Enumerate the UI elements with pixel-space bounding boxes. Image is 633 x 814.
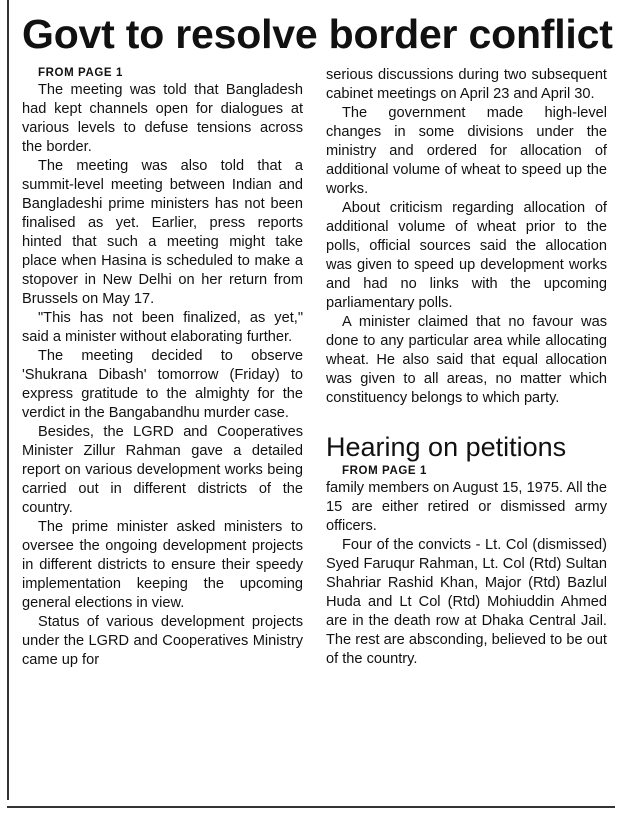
main-story-paragraph-9: About criticism regarding allocation of additional volume of wheat prior to the polls, official sources said the allocation was given to speed up development works and had no links with the upcoming parliamentary polls.: [326, 200, 607, 311]
main-story-paragraph-7: Status of various development projects under the LGRD and Cooperatives Ministry came up for: [22, 614, 303, 668]
story-separator-gap: [326, 408, 607, 430]
page-rule-bottom: [7, 806, 615, 808]
left-column: [22, 66, 303, 670]
second-story-continuation: family members on August 15, 1975. All the 15 are either retired or dismissed army officers.: [326, 480, 607, 534]
main-story-paragraph-8: The government made high-level changes in some divisions under the ministry and ordered for allocation of additional volume of wheat to speed up the works.: [326, 105, 607, 197]
main-story-paragraph-10: A minister claimed that no favour was done to any particular area while allocating wheat. He also said that equal allocation was given to all areas, no matter which constituency belongs to which party.: [326, 314, 607, 406]
main-story-paragraph-3: "This has not been finalized, as yet," said a minister without elaborating further.: [22, 310, 303, 345]
main-story-paragraph-5: Besides, the LGRD and Cooperatives Minister Zillur Rahman gave a detailed report on various development works being carried out in different districts of the country.: [22, 424, 303, 516]
column-rule-left: [7, 0, 9, 800]
second-story-kicker: FROM PAGE 1: [342, 465, 427, 477]
main-story-paragraph-4: The meeting decided to observe 'Shukrana Dibash' tomorrow (Friday) to express gratitude to the almighty for the verdict in the Bangabandhu murder case.: [22, 348, 303, 421]
second-story-title: Hearing on petitions: [326, 432, 567, 462]
main-story-kicker: FROM PAGE 1: [38, 67, 123, 79]
main-story-continuation: serious discussions during two subsequent cabinet meetings on April 23 and April 30.: [326, 67, 607, 102]
second-story-paragraph-1: Four of the convicts - Lt. Col (dismissed) Syed Faruqur Rahman, Lt. Col (Rtd) Sultan Shahriar Rashid Khan, Major (Rtd) Bazlul Huda and Lt Col (Rtd) Mohiuddin Ahmed are in the death row at Dhaka Central Jail. The rest are absconding, believed to be out of the country.: [326, 537, 607, 667]
right-column: [326, 66, 607, 669]
main-story-paragraph-6: The prime minister asked ministers to oversee the ongoing development projects in different districts to ensure their speedy implementation keeping the upcoming general elections in view.: [22, 519, 303, 611]
headline: Govt to resolve border conflict: [22, 11, 613, 57]
main-story-paragraph-1: The meeting was told that Bangladesh had kept channels open for dialogues at various levels to defuse tensions across the border.: [22, 82, 303, 155]
main-story-paragraph-2: The meeting was also told that a summit-level meeting between Indian and Bangladeshi prime ministers has not been finalised as yet. Earlier, press reports hinted that such a meeting might take place when Hasina is scheduled to make a stopover in New Delhi on her return from Brussels on May 17.: [22, 158, 303, 307]
